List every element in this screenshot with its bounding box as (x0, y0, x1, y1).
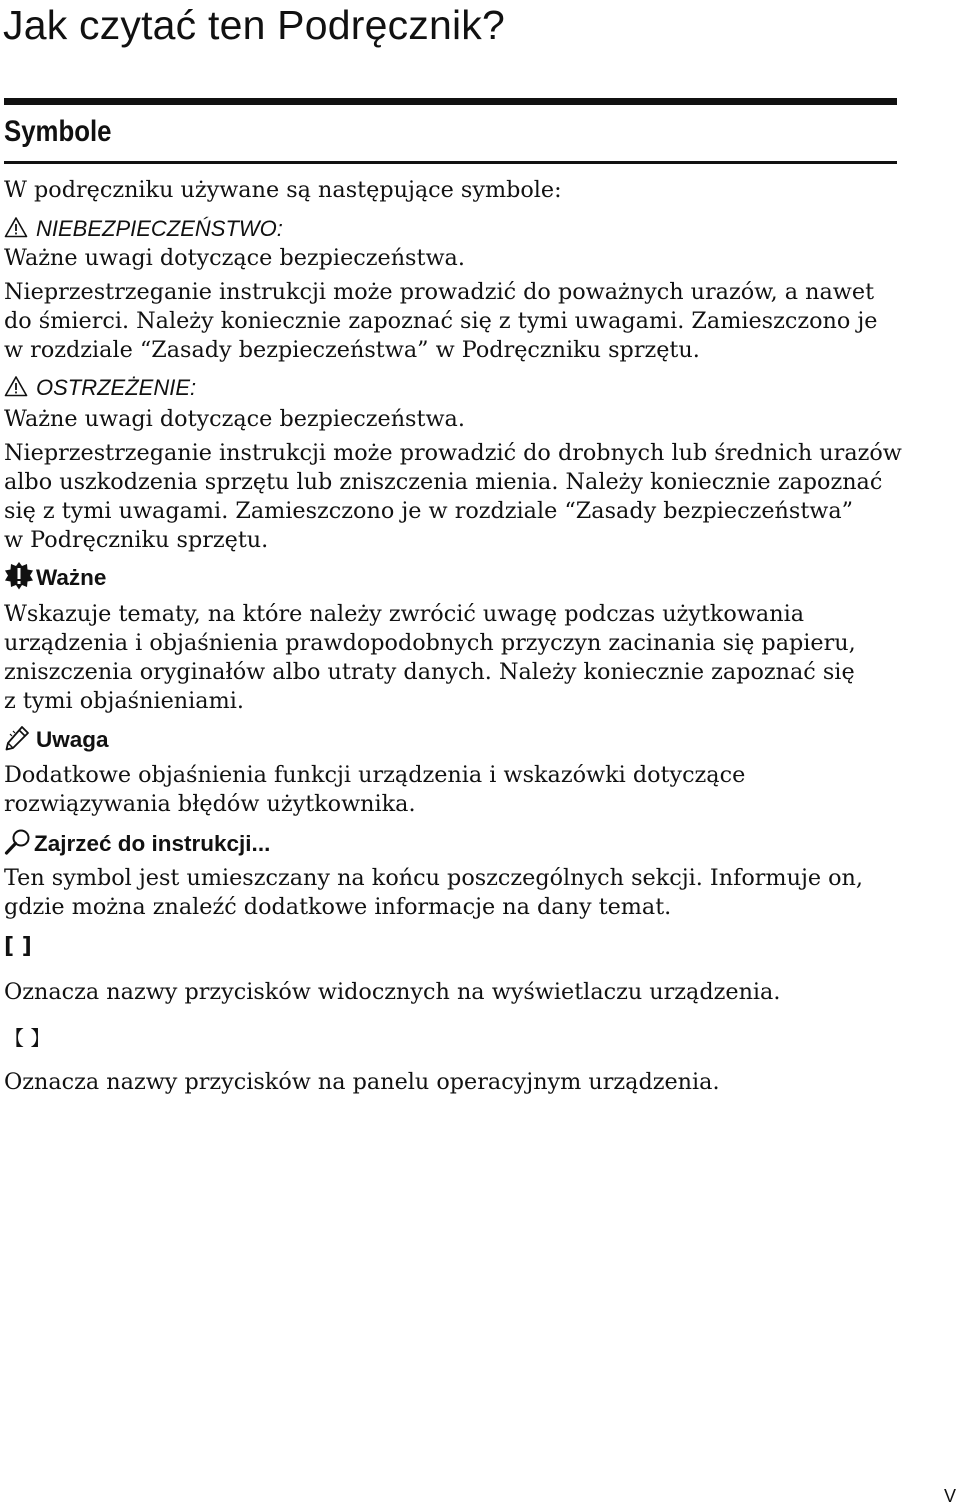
important-label-row (4, 562, 904, 594)
reference-label: Zajrzeć do instrukcji... (34, 831, 271, 856)
section-rule-top (4, 98, 897, 105)
warning-triangle-icon (4, 375, 28, 402)
danger-line: do śmierci. Należy koniecznie zapoznać się z tymi uwagami. Zamieszczono je (4, 308, 878, 334)
important-line: zniszczenia oryginałów albo utraty danych. Należy koniecznie zapoznać się (4, 659, 855, 685)
warning-triangle-icon (4, 216, 28, 243)
warning-line: w Podręczniku sprzętu. (4, 527, 269, 553)
note-label-row (4, 724, 904, 756)
warning-label: OSTRZEŻENIE: (36, 374, 197, 400)
symbols-content (4, 174, 904, 1097)
reference-line: Ten symbol jest umieszczany na końcu poszczególnych sekcji. Informuje on, (4, 865, 864, 891)
reference-label-row (4, 828, 904, 860)
note-line: rozwiązywania błędów użytkownika. (4, 791, 416, 817)
warning-line: Ważne uwagi dotyczące bezpieczeństwa. (4, 406, 465, 432)
page-title: Jak czytać ten Podręcznik? (3, 2, 505, 48)
important-line: z tymi objaśnieniami. (4, 688, 244, 714)
lenticular-brackets-line: Oznacza nazwy przycisków na panelu operacyjnym urządzenia. (4, 1069, 720, 1095)
danger-line: w rozdziale “Zasady bezpieczeństwa” w Podręczniku sprzętu. (4, 337, 700, 363)
warning-line: albo uszkodzenia sprzętu lub zniszczenia mienia. Należy koniecznie zapoznać (4, 469, 883, 495)
intro-text: W podręczniku używane są następujące symbole: (4, 177, 562, 203)
section-heading: Symbole (4, 115, 112, 148)
page-number: V (944, 1486, 957, 1506)
important-label: Ważne (36, 565, 107, 590)
square-brackets-row (4, 932, 904, 961)
section-rule-bottom (4, 161, 897, 164)
note-line: Dodatkowe objaśnienia funkcji urządzenia i wskazówki dotyczące (4, 762, 746, 788)
danger-label: NIEBEZPIECZEŃSTWO: (36, 215, 283, 241)
important-line: Wskazuje tematy, na które należy zwrócić uwagę podczas użytkowania (4, 601, 805, 627)
important-exclamation-icon (4, 561, 34, 596)
important-line: urządzenia i objaśnienia prawdopodobnych przyczyn zacinania się papieru, (4, 630, 856, 656)
reference-line: gdzie można znaleźć dodatkowe informacje na dany temat. (4, 894, 672, 920)
lenticular-brackets-row (4, 1022, 904, 1051)
danger-line: Nieprzestrzeganie instrukcji może prowadzić do poważnych urazów, a nawet (4, 279, 875, 305)
magnifier-icon (4, 828, 32, 861)
danger-label-row (4, 214, 904, 243)
square-brackets-symbol: [ ] (4, 934, 32, 959)
warning-line: Nieprzestrzeganie instrukcji może prowadzić do drobnych lub średnich urazów (4, 440, 902, 466)
warning-line: się z tymi uwagami. Zamieszczono je w rozdziale “Zasady bezpieczeństwa” (4, 498, 854, 524)
note-label: Uwaga (36, 727, 109, 752)
danger-line: Ważne uwagi dotyczące bezpieczeństwa. (4, 245, 465, 271)
lenticular-brackets-symbol: 【 】 (4, 1026, 51, 1050)
square-brackets-line: Oznacza nazwy przycisków widocznych na wyświetlaczu urządzenia. (4, 979, 781, 1005)
pencil-icon (4, 725, 30, 756)
warning-label-row (4, 373, 904, 402)
